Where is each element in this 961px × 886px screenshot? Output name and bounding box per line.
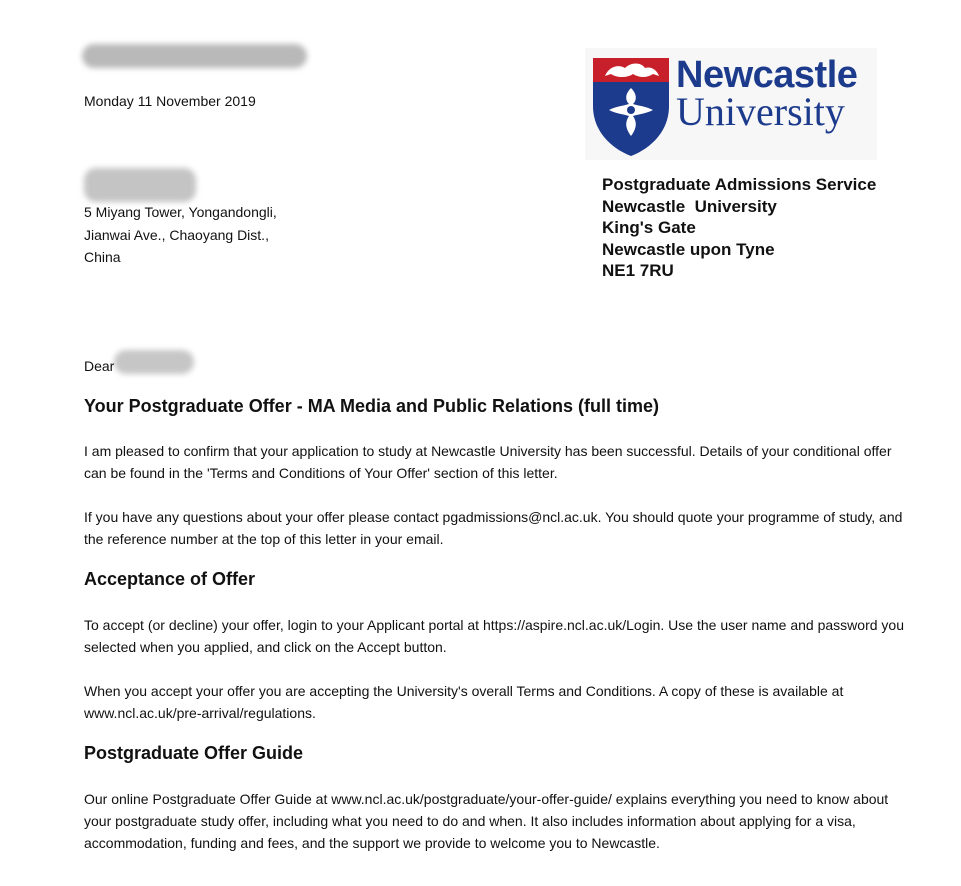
contact-paragraph: If you have any questions about your offer please contact pgadmissions@ncl.ac.uk. You should quote your programme of study, and the reference number at the top of this letter in your email.	[84, 509, 903, 547]
logo-wordmark	[676, 56, 857, 132]
address-line: China	[84, 249, 121, 265]
address-line: 5 Miyang Tower, Yongandongli,	[84, 204, 277, 220]
redacted-reference	[82, 44, 307, 68]
logo-word-university: University	[676, 89, 845, 134]
salutation: Dear	[84, 358, 115, 374]
logo-word-newcastle: Newcastle	[676, 54, 858, 96]
letter-date: Monday 11 November 2019	[84, 93, 256, 109]
sender-line: NE1 7RU	[602, 261, 674, 280]
acceptance-paragraph: To accept (or decline) your offer, login to your Applicant portal at https://aspire.ncl.ac.uk/Login. Use the user name and password you selected when you applied, and click on the Accept button.	[84, 617, 904, 655]
page-title: Your Postgraduate Offer - MA Media and Public Relations (full time)	[84, 396, 660, 416]
sender-address	[602, 174, 876, 282]
redacted-salutation-name	[114, 350, 194, 374]
sender-line: Postgraduate Admissions Service	[602, 175, 877, 194]
sender-line: Newcastle University	[602, 196, 777, 216]
intro-paragraph: I am pleased to confirm that your application to study at Newcastle University has been successful. Details of your conditional offer can be found in the 'Terms and Conditions of Your Offer' section of this letter.	[84, 443, 892, 481]
redacted-recipient-name	[84, 168, 196, 202]
terms-paragraph: When you accept your offer you are accepting the University's overall Terms and Conditions. A copy of these is available at www.ncl.ac.uk/pre-arrival/regulations.	[84, 683, 844, 721]
guide-heading: Postgraduate Offer Guide	[84, 743, 304, 763]
sender-line: Newcastle upon Tyne	[602, 239, 775, 259]
sender-line: King's Gate	[602, 218, 696, 237]
guide-paragraph: Our online Postgraduate Offer Guide at www.ncl.ac.uk/postgraduate/your-offer-guide/ explains everything you need to know about your postgraduate study offer, including what you need to do and when. It also includes information about applying for a visa, accommodation, funding and fees, and the support we provide to welcome you to Newcastle.	[84, 791, 889, 851]
address-line: Jianwai Ave., Chaoyang Dist.,	[84, 226, 269, 243]
recipient-address	[84, 201, 277, 269]
acceptance-heading: Acceptance of Offer	[84, 569, 256, 589]
